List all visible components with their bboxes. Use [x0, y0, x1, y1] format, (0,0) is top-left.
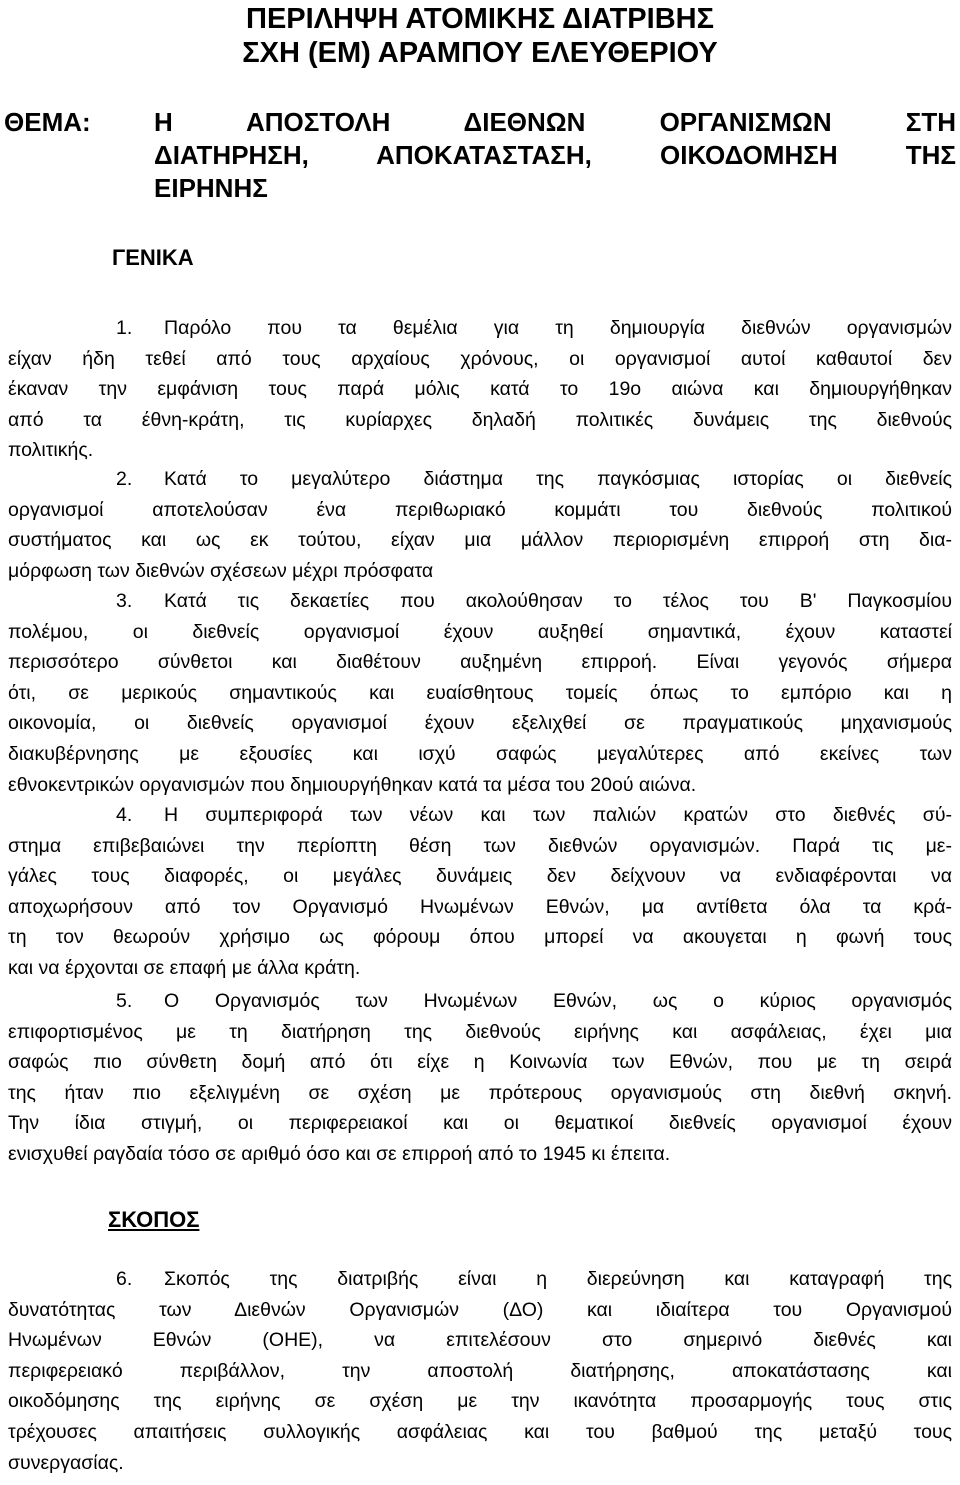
paragraph-line: έκαναν την εμφάνιση τους παρά μόλις κατά το 19ο αιώνα και δημιουργήθηκαν: [8, 378, 952, 401]
paragraph-line: της ήταν πιο εξελιγμένη σε σχέση με πρότερους οργανισμούς στη διεθνή σκηνή.: [8, 1081, 952, 1104]
paragraph-line: 1. Παρόλο που τα θεμέλια για τη δημιουργία διεθνών οργανισμών: [8, 313, 952, 344]
paragraph-line: 3. Κατά τις δεκαετίες που ακολούθησαν το τέλος του Β' Παγκοσμίου: [8, 586, 952, 617]
paragraph-line: 4. Η συμπεριφορά των νέων και των παλιών κρατών στο διεθνές σύ-: [8, 800, 952, 831]
paragraph-line: από τα έθνη-κράτη, τις κυρίαρχες δηλαδή πολιτικές δυνάμεις της διεθνούς: [8, 408, 952, 431]
paragraph-line: σαφώς πιο σύνθετη δομή από ότι είχε η Κοινωνία των Εθνών, που με τη σειρά: [8, 1051, 952, 1074]
subject-label: ΘΕΜΑ:: [4, 107, 91, 137]
paragraph-line: Ηνωμένων Εθνών (ΟΗΕ), να επιτελέσουν στο σημερινό διεθνές και: [8, 1329, 952, 1352]
paragraph-line: και να έρχονται σε επαφή με άλλα κράτη.: [8, 956, 361, 979]
document-title-line-1: ΠΕΡΙΛΗΨΗ ΑΤΟΜΙΚΗΣ ΔΙΑΤΡΙΒΗΣ: [246, 3, 714, 35]
paragraph-line: διακυβέρνησης με εξουσίες και ισχύ σαφώς μεγαλύτερες από εκείνες των: [8, 742, 952, 765]
subject-line: Η ΑΠΟΣΤΟΛΗ ΔΙΕΘΝΩΝ ΟΡΓΑΝΙΣΜΩΝ ΣΤΗ: [154, 107, 956, 137]
paragraph-line: τη τον θεωρούν χρήσιμο ως φόρουμ όπου μπορεί να ακουγεται η φωνή τους: [8, 926, 952, 949]
subject-line: ΕΙΡΗΝΗΣ: [154, 173, 268, 203]
paragraph-6: [8, 1264, 952, 1478]
paragraph-line: οικονομία, οι διεθνείς οργανισμοί έχουν εξελιχθεί σε πραγματικούς μηχανισμούς: [8, 712, 952, 735]
paragraph-line: οικοδόμησης της ειρήνης σε σχέση με την ικανότητα προσαρμογής τους στις: [8, 1390, 952, 1413]
paragraph-number: 6.: [116, 1268, 133, 1290]
paragraph-line: αποχωρήσουν από τον Οργανισμό Ηνωμένων Εθνών, μα αντίθετα όλα τα κρά-: [8, 895, 952, 918]
paragraph-line: 5. Ο Οργανισμός των Ηνωμένων Εθνών, ως ο κύριος οργανισμός: [8, 986, 952, 1017]
paragraph-line: γάλες τους διαφορές, οι μεγάλες δυνάμεις δεν δείχνουν να ενδιαφέρονται να: [8, 865, 952, 888]
paragraph-line: περισσότερο σύνθετοι και διαθέτουν αυξημένη επιρροή. Είναι γεγονός σήμερα: [8, 651, 952, 674]
paragraph-line: ότι, σε μερικούς σημαντικούς και ευαίσθητους τομείς όπως το εμπόριο και η: [8, 681, 952, 704]
paragraph-3: [8, 586, 952, 800]
paragraph-number: 5.: [116, 990, 133, 1012]
subject-text: [154, 106, 956, 205]
paragraph-line: είχαν ήδη τεθεί από τους αρχαίους χρόνους, οι οργανισμοί αυτοί καθαυτοί δεν: [8, 347, 952, 370]
paragraph-number: 1.: [116, 317, 133, 339]
paragraph-line: εθνοκεντρικών οργανισμών που δημιουργήθηκαν κατά τα μέσα του 20ού αιώνα.: [8, 773, 697, 796]
paragraph-line: συστήματος και ως εκ τούτου, είχαν μια μάλλον περιορισμένη επιρροή στη δια-: [8, 529, 952, 552]
paragraph-line: οργανισμοί αποτελούσαν ένα περιθωριακό κομμάτι του διεθνούς πολιτικού: [8, 498, 952, 521]
paragraph-line: τρέχουσες απαιτήσεις συλλογικής ασφάλειας και του βαθμού της μεταξύ τους: [8, 1420, 952, 1443]
paragraph-line: δυνατότητας των Διεθνών Οργανισμών (ΔΟ) και ιδιαίτερα του Οργανισμού: [8, 1298, 952, 1321]
paragraph-number: 4.: [116, 804, 133, 826]
paragraph-line: 6. Σκοπός της διατριβής είναι η διερεύνηση και καταγραφή της: [8, 1264, 952, 1295]
paragraph-5: [8, 986, 952, 1170]
heading-general: ΓΕΝΙΚΑ: [112, 245, 194, 270]
paragraph-line: 2. Κατά το μεγαλύτερο διάστημα της παγκόσμιας ιστορίας οι διεθνείς: [8, 464, 952, 495]
paragraph-line: επιφορτισμένος με τη διατήρηση της διεθνούς ειρήνης και ασφάλειας, έχει μια: [8, 1020, 952, 1043]
paragraph-line: Την ίδια στιγμή, οι περιφερειακοί και οι θεματικοί διεθνείς οργανισμοί έχουν: [8, 1112, 952, 1135]
paragraph-line: συνεργασίας.: [8, 1451, 124, 1474]
subject-line: ΔΙΑΤΗΡΗΣΗ, ΑΠΟΚΑΤΑΣΤΑΣΗ, ΟΙΚΟΔΟΜΗΣΗ ΤΗΣ: [154, 140, 956, 170]
paragraph-line: πολιτικής.: [8, 439, 94, 462]
paragraph-line: μόρφωση των διεθνών σχέσεων μέχρι πρόσφατα: [8, 559, 434, 582]
document-title-line-2: ΣΧΗ (ΕΜ) ΑΡΑΜΠΟΥ ΕΛΕΥΘΕΡΙΟΥ: [242, 37, 718, 69]
paragraph-line: ενισχυθεί ραγδαία τόσο σε αριθμό όσο και σε επιρροή από το 1945 κι έπειτα.: [8, 1142, 671, 1165]
paragraph-2: [8, 464, 952, 586]
paragraph-line: στημα επιβεβαιώνει την περίοπτη θέση των διεθνών οργανισμών. Παρά τις με-: [8, 834, 952, 857]
paragraph-line: πολέμου, οι διεθνείς οργανισμοί έχουν αυξηθεί σημαντικά, έχουν καταστεί: [8, 620, 952, 643]
paragraph-number: 3.: [116, 590, 133, 612]
paragraph-4: [8, 800, 952, 984]
paragraph-number: 2.: [116, 468, 133, 490]
paragraph-1: [8, 313, 952, 466]
heading-scope: ΣΚΟΠΟΣ: [108, 1207, 200, 1232]
paragraph-line: περιφερειακό περιβάλλον, την αποστολή διατήρησης, αποκατάστασης και: [8, 1359, 952, 1382]
